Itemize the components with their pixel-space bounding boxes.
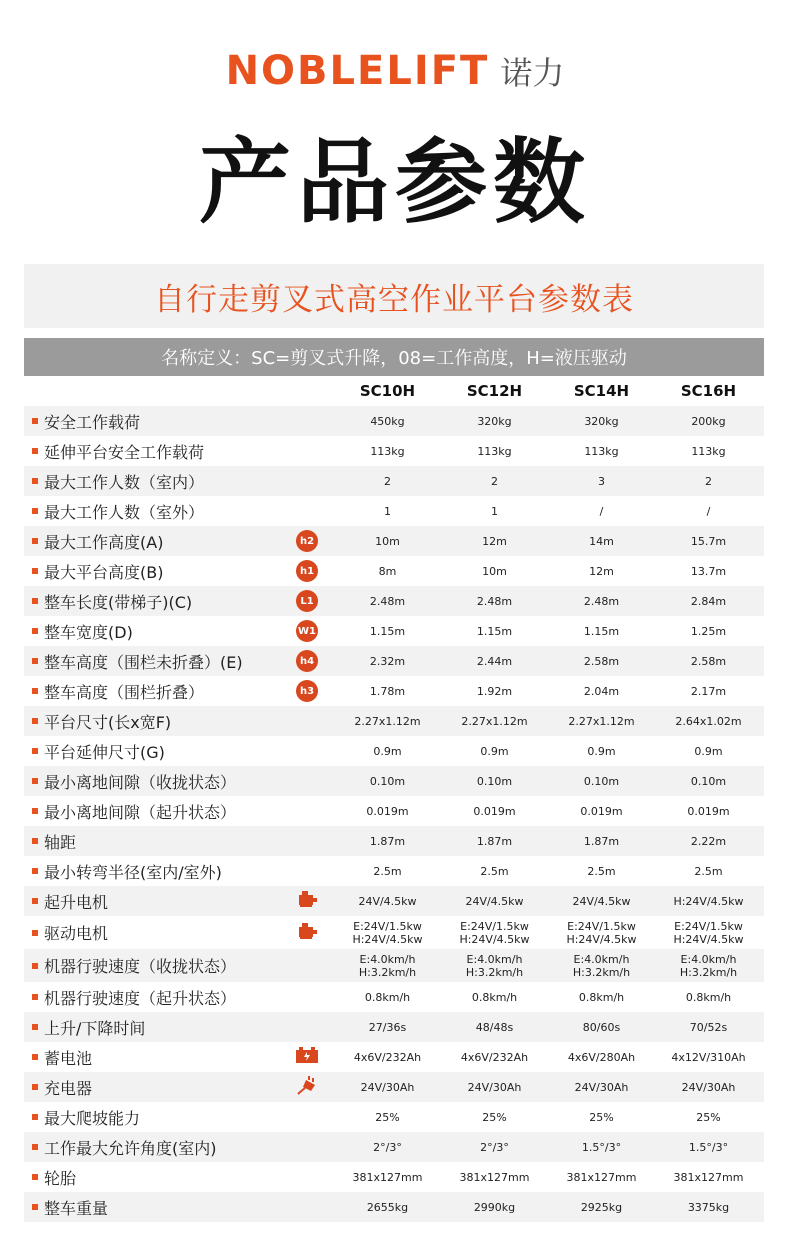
value-cell: 25% — [375, 1110, 400, 1124]
bullet-icon — [32, 448, 38, 454]
table-row — [24, 1042, 764, 1072]
table-row — [24, 676, 764, 706]
row-label-text: 最小转弯半径(室内/室外) — [44, 862, 222, 882]
bullet-icon — [32, 1144, 38, 1150]
row-label-text: 上升/下降时间 — [44, 1018, 146, 1038]
row-label — [24, 921, 280, 944]
dimension-badge-icon: W1 — [296, 620, 318, 642]
table-row — [24, 616, 764, 646]
value-cell: 320kg — [584, 414, 619, 428]
value-cell: 2.58m — [583, 654, 620, 668]
row-label — [24, 954, 280, 977]
row-label — [24, 410, 280, 433]
brand-logo — [0, 48, 790, 94]
value-cell: 2.64x1.02m — [675, 714, 742, 728]
value-cell: 14m — [589, 534, 614, 548]
value-cell: 0.019m — [687, 804, 730, 818]
row-label — [24, 740, 280, 763]
page-title: 产品参数 — [198, 129, 591, 236]
value-cell: 2.27x1.12m — [461, 714, 528, 728]
battery-icon — [295, 1046, 319, 1068]
row-label-text: 机器行驶速度（起升状态） — [44, 988, 237, 1008]
plug-icon — [296, 1074, 318, 1100]
dimension-badge-icon: h3 — [296, 680, 318, 702]
table-row — [24, 949, 764, 982]
value-line: E:24V/1.5kw — [674, 919, 743, 933]
value-cell: 113kg — [584, 444, 619, 458]
value-cell — [655, 953, 762, 979]
row-label-text: 平台延伸尺寸(G) — [44, 742, 165, 762]
value-line: E:24V/1.5kw — [567, 919, 636, 933]
value-cell: 2.22m — [690, 834, 727, 848]
definition-text: 名称定义：SC=剪叉式升降，08=工作高度，H=液压驱动 — [161, 348, 627, 369]
bullet-icon — [32, 898, 38, 904]
value-line: H:3.2km/h — [679, 965, 738, 979]
value-cell: 0.10m — [369, 774, 406, 788]
value-line: E:4.0km/h — [359, 952, 416, 966]
value-cell: 1.92m — [476, 684, 513, 698]
table-row — [24, 436, 764, 466]
value-cell: 1.87m — [369, 834, 406, 848]
subtitle-band — [24, 264, 764, 328]
value-cell: 48/48s — [475, 1020, 514, 1034]
value-cell: 113kg — [691, 444, 726, 458]
row-label-text: 整车高度（围栏折叠） — [44, 682, 205, 702]
row-label — [24, 830, 280, 853]
row-label — [24, 800, 280, 823]
value-cell: 381x127mm — [352, 1170, 423, 1184]
table-row — [24, 916, 764, 949]
value-cell: 2°/3° — [480, 1140, 509, 1154]
row-label — [24, 1076, 280, 1099]
table-row — [24, 556, 764, 586]
value-cell: 1 — [491, 504, 498, 518]
row-label-text: 整车宽度(D) — [44, 622, 133, 642]
table-body — [24, 406, 764, 1222]
table-row — [24, 1012, 764, 1042]
bullet-icon — [32, 963, 38, 969]
value-cell — [334, 953, 441, 979]
bullet-icon — [32, 568, 38, 574]
bullet-icon — [32, 478, 38, 484]
value-cell: 200kg — [691, 414, 726, 428]
spec-table — [24, 376, 764, 1222]
value-cell — [441, 953, 548, 979]
row-icon-cell — [280, 560, 334, 582]
value-cell: 0.019m — [580, 804, 623, 818]
row-icon-cell — [280, 620, 334, 642]
bullet-icon — [32, 808, 38, 814]
value-line: E:24V/1.5kw — [353, 919, 422, 933]
value-cell: 2.58m — [690, 654, 727, 668]
bullet-icon — [32, 868, 38, 874]
value-cell: 27/36s — [368, 1020, 407, 1034]
row-label — [24, 986, 280, 1009]
value-cell: 2.27x1.12m — [568, 714, 635, 728]
bullet-icon — [32, 838, 38, 844]
bullet-icon — [32, 718, 38, 724]
value-cell: 2 — [705, 474, 712, 488]
value-cell: 0.9m — [373, 744, 402, 758]
value-cell: 4x12V/310Ah — [671, 1050, 746, 1064]
row-label-text: 最小离地间隙（收拢状态） — [44, 772, 237, 792]
value-line: H:24V/4.5kw — [352, 932, 423, 946]
value-cell: 2655kg — [366, 1200, 409, 1214]
value-line: H:3.2km/h — [358, 965, 417, 979]
dimension-badge-icon: h2 — [296, 530, 318, 552]
value-cell: 12m — [589, 564, 614, 578]
row-label-text: 最小离地间隙（起升状态） — [44, 802, 237, 822]
value-cell: 24V/30Ah — [360, 1080, 415, 1094]
bullet-icon — [32, 1084, 38, 1090]
row-icon-cell — [280, 650, 334, 672]
value-cell — [548, 953, 655, 979]
table-row — [24, 1132, 764, 1162]
value-cell: 25% — [696, 1110, 721, 1124]
value-cell: 1.5°/3° — [581, 1140, 622, 1154]
value-cell — [441, 920, 548, 946]
value-cell: 12m — [482, 534, 507, 548]
row-label-text: 最大工作人数（室外） — [44, 502, 205, 522]
row-label — [24, 1016, 280, 1039]
logo-wordmark: NOBLELIFT — [225, 48, 490, 94]
table-row — [24, 886, 764, 916]
value-cell: 320kg — [477, 414, 512, 428]
value-cell: 113kg — [370, 444, 405, 458]
value-cell: 0.10m — [690, 774, 727, 788]
value-cell: 15.7m — [690, 534, 727, 548]
row-label-text: 最大平台高度(B) — [44, 562, 164, 582]
row-label — [24, 440, 280, 463]
value-cell: 10m — [375, 534, 400, 548]
value-cell: 2.17m — [690, 684, 727, 698]
value-cell: 2.04m — [583, 684, 620, 698]
model-header: SC10H — [359, 382, 416, 400]
value-cell: 0.10m — [476, 774, 513, 788]
value-cell — [655, 920, 762, 946]
table-header — [24, 376, 764, 406]
bullet-icon — [32, 1024, 38, 1030]
table-row — [24, 1192, 764, 1222]
value-cell: 2 — [491, 474, 498, 488]
motor-icon — [296, 889, 318, 913]
bullet-icon — [32, 418, 38, 424]
value-cell: 10m — [482, 564, 507, 578]
value-cell: 2925kg — [580, 1200, 623, 1214]
value-cell: 2.32m — [369, 654, 406, 668]
row-label-text: 工作最大允许角度(室内) — [44, 1138, 217, 1158]
value-cell: 24V/30Ah — [574, 1080, 629, 1094]
value-cell: 0.9m — [480, 744, 509, 758]
table-row — [24, 406, 764, 436]
motor-icon — [296, 921, 318, 945]
value-cell: 24V/4.5kw — [465, 894, 524, 908]
bullet-icon — [32, 1054, 38, 1060]
value-cell: 2.44m — [476, 654, 513, 668]
table-row — [24, 736, 764, 766]
row-label-text: 轮胎 — [44, 1168, 77, 1188]
value-cell: 2.48m — [583, 594, 620, 608]
value-cell — [548, 920, 655, 946]
row-label-text: 最大工作高度(A) — [44, 532, 164, 552]
value-cell: 13.7m — [690, 564, 727, 578]
row-label — [24, 890, 280, 913]
value-cell: 1.15m — [369, 624, 406, 638]
model-header: SC16H — [680, 382, 737, 400]
value-cell: 0.8km/h — [578, 990, 625, 1004]
value-cell — [334, 920, 441, 946]
bullet-icon — [32, 508, 38, 514]
bullet-icon — [32, 1174, 38, 1180]
value-cell: 1.87m — [476, 834, 513, 848]
value-cell: / — [599, 504, 604, 518]
value-cell: 4x6V/232Ah — [460, 1050, 529, 1064]
row-label-text: 最大工作人数（室内） — [44, 472, 205, 492]
bullet-icon — [32, 1204, 38, 1210]
row-label — [24, 590, 280, 613]
row-label-text: 整车重量 — [44, 1198, 109, 1218]
table-row — [24, 826, 764, 856]
value-line: E:24V/1.5kw — [460, 919, 529, 933]
value-cell: 4x6V/232Ah — [353, 1050, 422, 1064]
value-cell: 2 — [384, 474, 391, 488]
value-line: E:4.0km/h — [466, 952, 523, 966]
bullet-icon — [32, 778, 38, 784]
row-label-text: 机器行驶速度（收拢状态） — [44, 957, 237, 976]
bullet-icon — [32, 538, 38, 544]
dimension-badge-icon: h1 — [296, 560, 318, 582]
bullet-icon — [32, 658, 38, 664]
row-label-text: 整车高度（围栏未折叠）(E) — [44, 652, 243, 672]
dimension-badge-icon: L1 — [296, 590, 318, 612]
row-label-text: 蓄电池 — [44, 1048, 93, 1068]
bullet-icon — [32, 930, 38, 936]
value-cell: 1.15m — [476, 624, 513, 638]
bullet-icon — [32, 748, 38, 754]
value-cell: 8m — [378, 564, 397, 578]
row-label-text: 整车长度(带梯子)(C) — [44, 592, 193, 612]
value-cell: 3375kg — [687, 1200, 730, 1214]
value-cell: 70/52s — [689, 1020, 728, 1034]
value-cell: 113kg — [477, 444, 512, 458]
value-cell: 2.5m — [694, 864, 723, 878]
value-cell: 25% — [482, 1110, 507, 1124]
value-cell: 2.48m — [476, 594, 513, 608]
value-cell: 2.27x1.12m — [354, 714, 421, 728]
value-cell: 25% — [589, 1110, 614, 1124]
row-label — [24, 860, 280, 883]
table-row — [24, 706, 764, 736]
bullet-icon — [32, 598, 38, 604]
definition-band — [24, 338, 764, 376]
value-cell: H:24V/4.5kw — [673, 894, 744, 908]
value-cell: 1.25m — [690, 624, 727, 638]
row-icon-cell — [280, 1046, 334, 1068]
value-cell: 0.019m — [473, 804, 516, 818]
table-subtitle: 自行走剪叉式高空作业平台参数表 — [154, 281, 634, 318]
value-cell: 0.10m — [583, 774, 620, 788]
value-cell: 1.15m — [583, 624, 620, 638]
row-label — [24, 1166, 280, 1189]
table-row — [24, 856, 764, 886]
bullet-icon — [32, 994, 38, 1000]
table-row — [24, 1102, 764, 1132]
value-cell: 24V/30Ah — [681, 1080, 736, 1094]
value-cell: 3 — [598, 474, 605, 488]
value-cell: 1.87m — [583, 834, 620, 848]
value-cell: 1.78m — [369, 684, 406, 698]
value-cell: 0.9m — [694, 744, 723, 758]
value-cell: 381x127mm — [459, 1170, 530, 1184]
row-icon-cell — [280, 1074, 334, 1100]
value-cell: 2.5m — [480, 864, 509, 878]
row-label — [24, 530, 280, 553]
bullet-icon — [32, 628, 38, 634]
value-cell: 1 — [384, 504, 391, 518]
table-row — [24, 526, 764, 556]
row-icon-cell — [280, 590, 334, 612]
row-label — [24, 710, 280, 733]
value-line: E:4.0km/h — [573, 952, 630, 966]
value-cell: 0.8km/h — [471, 990, 518, 1004]
value-cell: 0.019m — [366, 804, 409, 818]
table-row — [24, 1072, 764, 1102]
value-cell: 2.5m — [587, 864, 616, 878]
value-cell: 80/60s — [582, 1020, 621, 1034]
value-cell: 2.48m — [369, 594, 406, 608]
table-row — [24, 1162, 764, 1192]
value-cell: 2990kg — [473, 1200, 516, 1214]
value-cell: 0.8km/h — [364, 990, 411, 1004]
value-cell: 2.84m — [690, 594, 727, 608]
row-label-text: 驱动电机 — [44, 924, 109, 943]
value-cell: 450kg — [370, 414, 405, 428]
table-row — [24, 982, 764, 1012]
value-cell: 2°/3° — [373, 1140, 402, 1154]
bullet-icon — [32, 1114, 38, 1120]
table-row — [24, 766, 764, 796]
row-label — [24, 650, 280, 673]
model-header: SC14H — [573, 382, 630, 400]
table-row — [24, 466, 764, 496]
value-line: H:3.2km/h — [572, 965, 631, 979]
table-row — [24, 646, 764, 676]
model-header: SC12H — [466, 382, 523, 400]
bullet-icon — [32, 688, 38, 694]
value-cell: 0.9m — [587, 744, 616, 758]
value-cell: 1.5°/3° — [688, 1140, 729, 1154]
row-label-text: 起升电机 — [44, 892, 109, 912]
table-row — [24, 796, 764, 826]
value-cell: 381x127mm — [566, 1170, 637, 1184]
row-label — [24, 1046, 280, 1069]
value-line: H:24V/4.5kw — [459, 932, 530, 946]
dimension-badge-icon: h4 — [296, 650, 318, 672]
logo-cn: 诺力 — [500, 54, 565, 92]
row-label-text: 平台尺寸(长x宽F) — [44, 712, 172, 732]
row-icon-cell — [280, 889, 334, 913]
row-icon-cell — [280, 530, 334, 552]
table-row — [24, 586, 764, 616]
row-label-text: 最大爬坡能力 — [44, 1108, 141, 1128]
value-line: H:24V/4.5kw — [566, 932, 637, 946]
row-label — [24, 620, 280, 643]
row-icon-cell — [280, 921, 334, 945]
table-row — [24, 496, 764, 526]
value-cell: 4x6V/280Ah — [567, 1050, 636, 1064]
value-cell: 24V/30Ah — [467, 1080, 522, 1094]
value-cell: / — [706, 504, 711, 518]
value-line: H:24V/4.5kw — [673, 932, 744, 946]
row-label — [24, 470, 280, 493]
row-label — [24, 770, 280, 793]
row-label — [24, 500, 280, 523]
row-label — [24, 560, 280, 583]
value-line: E:4.0km/h — [680, 952, 737, 966]
row-label-text: 充电器 — [44, 1078, 93, 1098]
row-icon-cell — [280, 680, 334, 702]
value-line: H:3.2km/h — [465, 965, 524, 979]
row-label-text: 轴距 — [44, 832, 77, 852]
value-cell: 381x127mm — [673, 1170, 744, 1184]
row-label-text: 安全工作载荷 — [44, 412, 141, 432]
value-cell: 24V/4.5kw — [358, 894, 417, 908]
row-label — [24, 680, 280, 703]
row-label — [24, 1136, 280, 1159]
value-cell: 24V/4.5kw — [572, 894, 631, 908]
value-cell: 0.8km/h — [685, 990, 732, 1004]
row-label — [24, 1106, 280, 1129]
row-label — [24, 1196, 280, 1219]
row-label-text: 延伸平台安全工作载荷 — [44, 442, 205, 462]
value-cell: 2.5m — [373, 864, 402, 878]
